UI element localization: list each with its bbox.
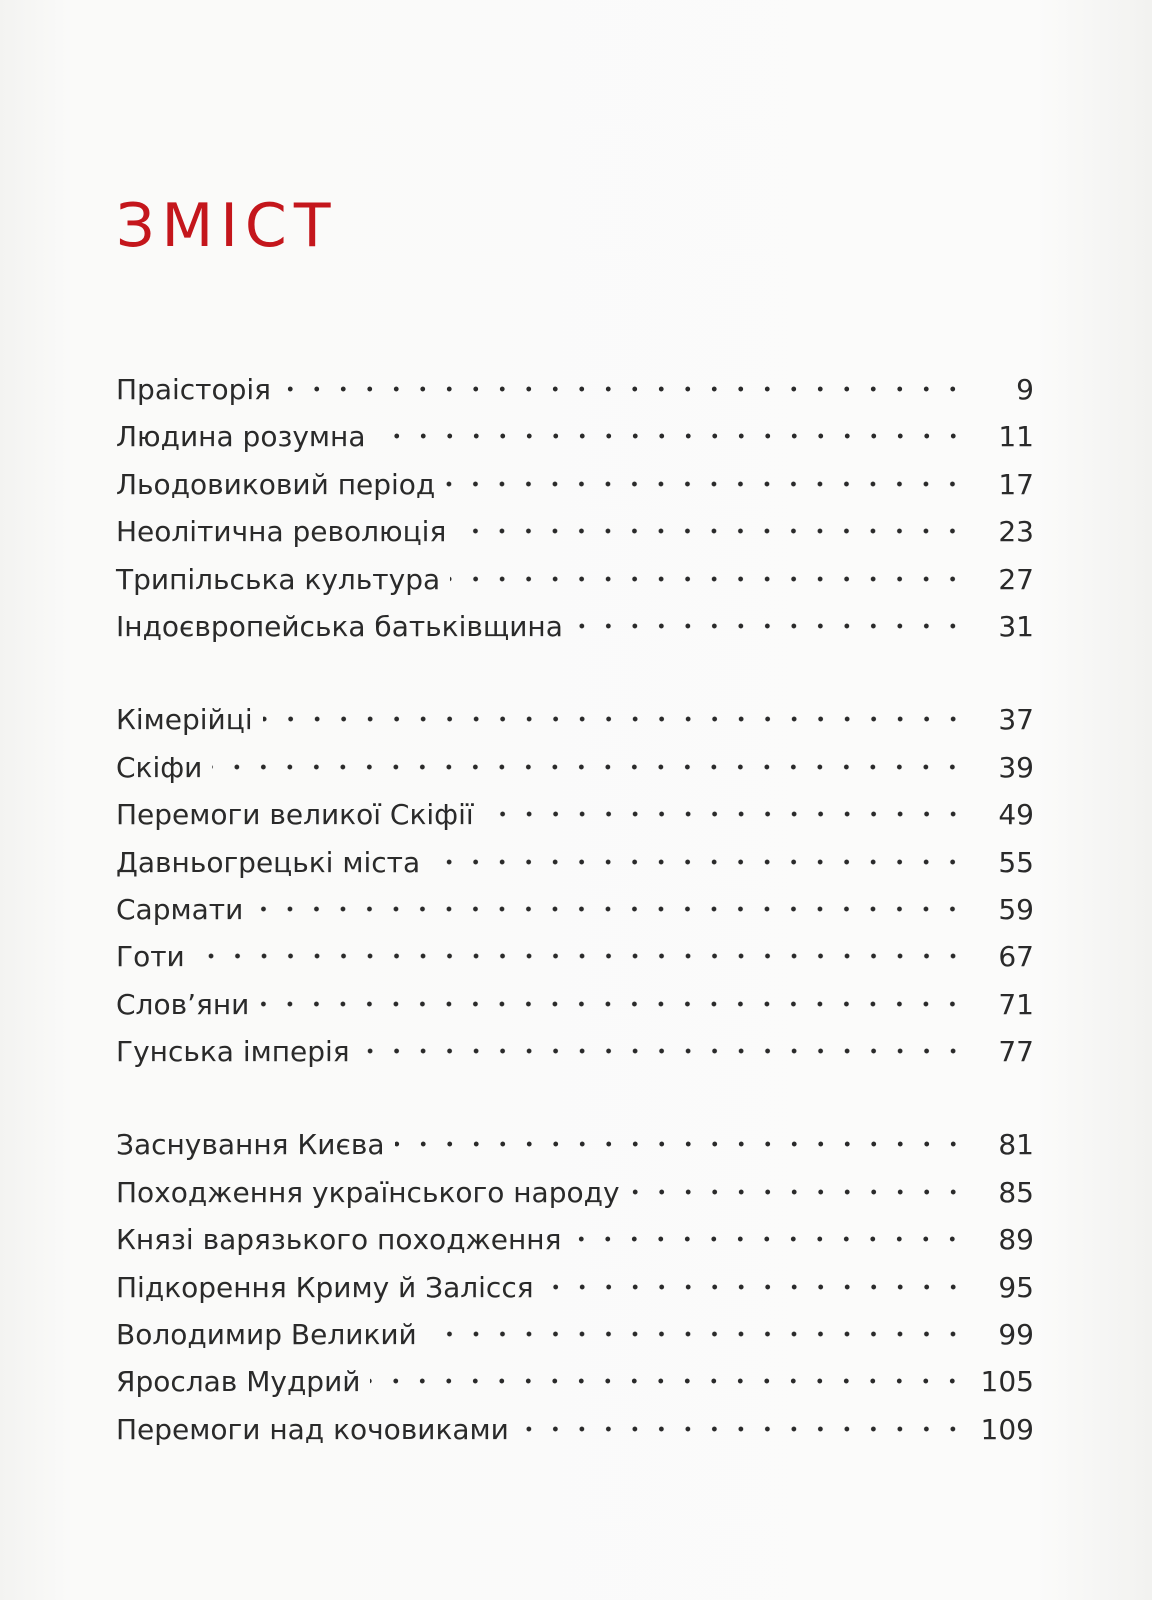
dot-leader: [544, 1284, 966, 1290]
dot-leader: [212, 764, 966, 770]
toc-entry-page: 109: [980, 1412, 1034, 1446]
toc-entry: [116, 1028, 1034, 1075]
dot-leader: [445, 481, 966, 487]
toc-entry-title: Людина розумна: [116, 420, 366, 454]
dot-leader: [571, 1236, 966, 1242]
toc-entry-title: Неолітична революція: [116, 515, 447, 549]
toc-entry-page: 89: [998, 1223, 1034, 1257]
toc-entry: [116, 933, 1034, 980]
dot-leader: [360, 1048, 966, 1054]
dot-leader: [427, 1331, 966, 1337]
toc-entry: [116, 461, 1034, 508]
toc-entry-page: 27: [998, 562, 1034, 596]
toc-entry: [116, 1216, 1034, 1263]
toc-group-1: [116, 366, 1034, 650]
toc-entry-title: Слов’яни: [116, 987, 250, 1021]
toc-entry-page: 59: [998, 892, 1034, 926]
toc-entry: [116, 981, 1034, 1028]
toc-entry-title: Підкорення Криму й Залісся: [116, 1270, 534, 1304]
dot-leader: [253, 906, 966, 912]
toc-entry: [116, 696, 1034, 743]
toc-entry-title: Перемоги над кочовиками: [116, 1412, 509, 1446]
page-title: ЗМІСТ: [116, 191, 338, 261]
toc-entry-title: Заснування Києва: [116, 1128, 385, 1162]
toc-entry: [116, 366, 1034, 413]
toc-entry-title: Кімерійці: [116, 703, 253, 737]
toc-entry-page: 49: [998, 798, 1034, 832]
toc-entry-page: 11: [998, 420, 1034, 454]
toc-entry-page: 77: [998, 1035, 1034, 1069]
toc-entry-title: Походження українського народу: [116, 1175, 620, 1209]
toc-entry-title: Володимир Великий: [116, 1318, 417, 1352]
dot-leader: [376, 433, 967, 439]
toc-entry: [116, 1406, 1034, 1453]
toc-entry: [116, 1264, 1034, 1311]
toc-entry-page: 67: [998, 940, 1034, 974]
dot-leader: [259, 1001, 966, 1007]
dot-leader: [430, 859, 966, 865]
toc-entry-page: 105: [980, 1365, 1034, 1399]
toc-entry: [116, 508, 1034, 555]
toc-entry: [116, 1311, 1034, 1358]
toc-entry-page: 81: [998, 1128, 1034, 1162]
dot-leader: [630, 1189, 966, 1195]
toc-entry-page: 9: [1016, 373, 1034, 406]
dot-leader: [195, 953, 966, 959]
dot-leader: [395, 1141, 966, 1147]
toc-entry: [116, 1169, 1034, 1216]
dot-leader: [573, 623, 966, 629]
toc-entry-title: Скіфи: [116, 750, 203, 784]
toc-entry-title: Льодовиковий період: [116, 467, 436, 501]
toc-entry-page: 85: [998, 1175, 1034, 1209]
dot-leader: [484, 811, 966, 817]
toc-entry: [116, 413, 1034, 460]
toc-entry-page: 23: [998, 515, 1034, 549]
toc-entry-title: Сармати: [116, 892, 244, 926]
toc-entry-page: 99: [998, 1318, 1034, 1352]
toc-entry-page: 39: [998, 750, 1034, 784]
toc-entry-page: 17: [998, 467, 1034, 501]
toc-entry-title: Ярослав Мудрий: [116, 1365, 361, 1399]
toc-group-3: [116, 1121, 1034, 1453]
toc-entry: [116, 556, 1034, 603]
toc-entry-page: 37: [998, 703, 1034, 737]
toc-entry: [116, 1358, 1034, 1405]
toc-entry-title: Князі варязького походження: [116, 1223, 562, 1257]
toc-entry-title: Індоєвропейська батьківщина: [116, 609, 563, 643]
toc-entry: [116, 886, 1034, 933]
toc-entry-title: Готи: [116, 940, 185, 974]
toc-entry: [116, 839, 1034, 886]
toc-entry-page: 31: [998, 609, 1034, 643]
toc-entry: [116, 1121, 1034, 1168]
toc-entry-page: 71: [998, 987, 1034, 1021]
toc-entry-title: Праісторія: [116, 373, 271, 406]
dot-leader: [263, 716, 966, 722]
toc-entry-title: Гунська імперія: [116, 1035, 350, 1069]
toc-entry-title: Трипільська культура: [116, 562, 441, 596]
toc-entry-page: 95: [998, 1270, 1034, 1304]
toc-group-2: [116, 696, 1034, 1075]
dot-leader: [370, 1378, 966, 1384]
dot-leader: [450, 576, 966, 582]
toc-entry-title: Давньогрецькі міста: [116, 845, 421, 879]
toc-entry: [116, 791, 1034, 838]
dot-leader: [281, 386, 966, 392]
table-of-contents: [116, 366, 1034, 1453]
toc-entry: [116, 603, 1034, 650]
toc-entry-page: 55: [998, 845, 1034, 879]
toc-entry-title: Перемоги великої Скіфії: [116, 798, 474, 832]
toc-entry: [116, 744, 1034, 791]
dot-leader: [456, 528, 966, 534]
dot-leader: [519, 1426, 966, 1432]
